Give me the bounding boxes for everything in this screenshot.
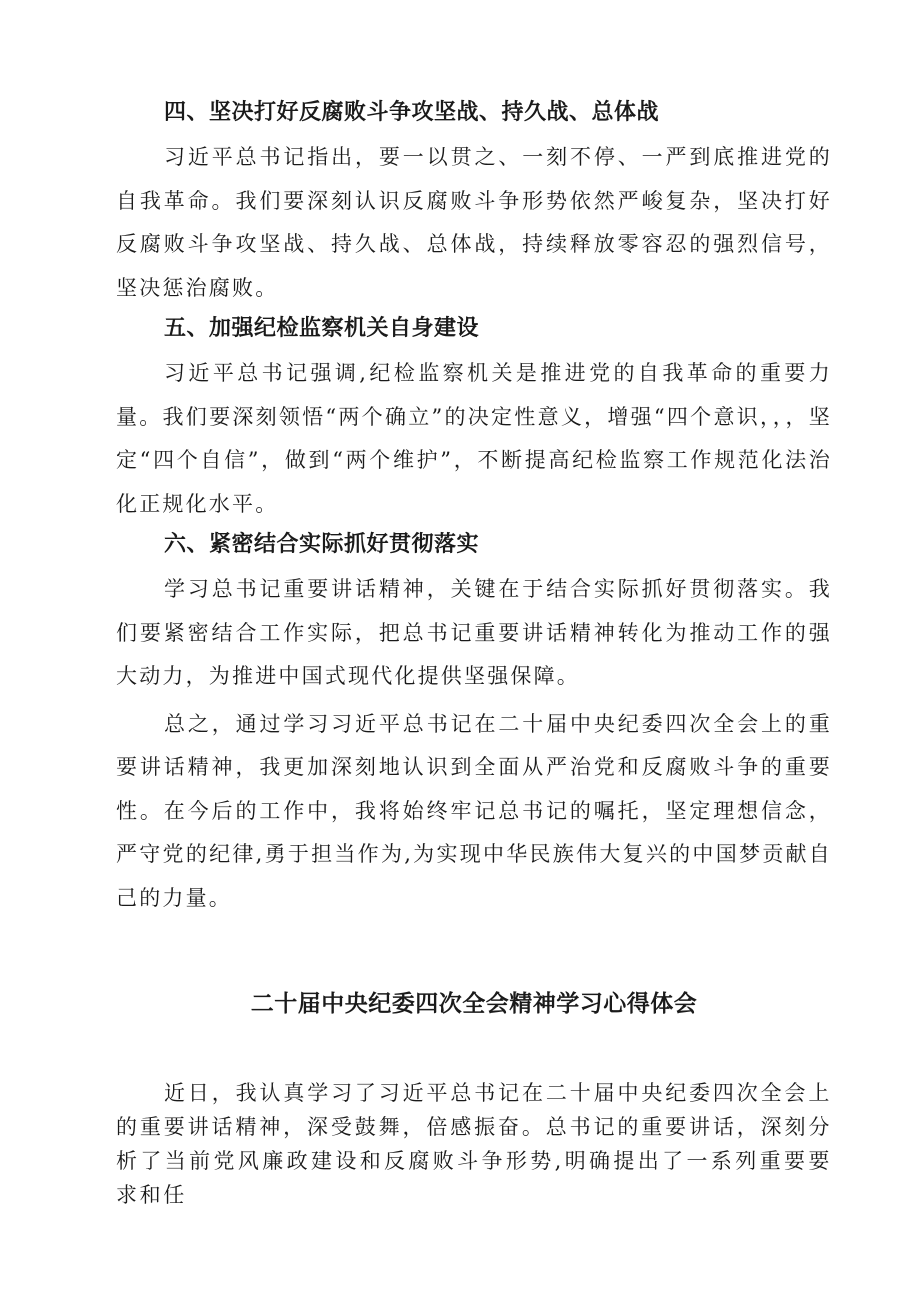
document-page bbox=[116, 98, 832, 1216]
section-paragraph: 习近平总书记指出，要一以贯之、一刻不停、一严到底推进党的自我革命。我们要深刻认识反腐败斗争形势依然严峻复杂，坚决打好反腐败斗争攻坚战、持久战、总体战，持续释放零容忍的强烈信号，坚决惩治腐败。 bbox=[116, 145, 832, 300]
section-heading: 四、坚决打好反腐败斗争攻坚战、持久战、总体战 bbox=[164, 100, 660, 125]
section-six bbox=[116, 530, 832, 699]
section-paragraph: 学习总书记重要讲话精神，关键在于结合实际抓好贯彻落实。我们要紧密结合工作实际，把总书记重要讲话精神转化为推动工作的强大动力，为推进中国式现代化提供坚强保障。 bbox=[116, 577, 832, 688]
conclusion-paragraph: 总之，通过学习习近平总书记在二十届中央纪委四次全会上的重要讲话精神，我更加深刻地认识到全面从严治党和反腐败斗争的重要性。在今后的工作中，我将始终牢记总书记的嘱托，坚定理想信念，严守党的纪律,勇于担当作为,为实现中华民族伟大复兴的中国梦贡献自己的力量。 bbox=[116, 711, 832, 910]
section-paragraph: 习近平总书记强调,纪检监察机关是推进党的自我革命的重要力量。我们要深刻领悟“两个确立”的决定性意义，增强“四个意识，，，坚定“四个自信”，做到“两个维护”，不断提高纪检监察工作规范化法治化正规化水平。 bbox=[116, 361, 832, 516]
section-four bbox=[116, 98, 832, 310]
section-heading: 六、紧密结合实际抓好贯彻落实 bbox=[164, 532, 480, 557]
article-title: 二十届中央纪委四次全会精神学习心得体会 bbox=[250, 991, 698, 1017]
section-heading: 五、加强纪检监察机关自身建设 bbox=[164, 316, 480, 341]
section-five bbox=[116, 314, 832, 526]
article-intro-paragraph: 近日，我认真学习了习近平总书记在二十届中央纪委四次全会上的重要讲话精神，深受鼓舞，倍感振奋。总书记的重要讲话，深刻分析了当前党风廉政建设和反腐败斗争形势,明确提出了一系列重要要求和任 bbox=[116, 1081, 832, 1207]
